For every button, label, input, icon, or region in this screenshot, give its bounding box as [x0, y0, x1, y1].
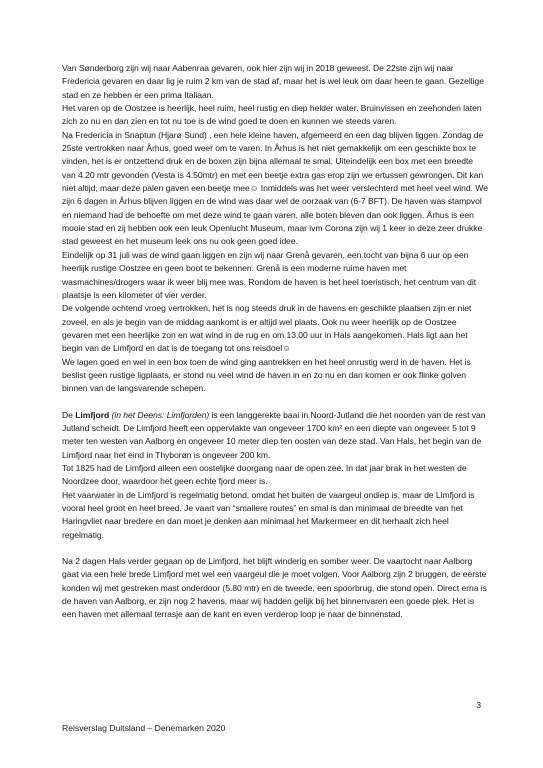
- paragraph: Tot 1825 had de Limfjord alleen een oostelijke doorgang naar de open zee. In dat jaar brak in het westen de Noordzee door, waardoor het geen echte fjord meer is.: [62, 462, 467, 487]
- paragraph: Eindelijk op 31 juli was de wind gaan liggen en zijn wij naar Grenå gevaren, een tocht van bijna 6 uur op een heerlijk rustige Oostzee en geen boot te bekennen. Grenå is een moderne ruime haven met wasmachines/drogers waar ik weer blij mee was. Rondom de haven is het heel toeristisch, het centrum van dit plaatsje is een kilometer of vier verder.: [62, 249, 477, 300]
- paragraph: Het varen op de Oostzee is heerlijk, heel ruim, heel rustig en diep helder water. Bruinvissen en zeehonden laten zich zo nu en dan zien en tot nu toe is de wind goed te doen en kunnen we steeds varen.: [62, 103, 482, 127]
- paragraph: De volgende ochtend vroeg vertrokken, het is nog steeds druk in de havens en geschikte plaatsen zijn er niet zoveel, en als je begin van de middag aankomt is er altijd wel plaats. Ook nu weer heerlijk op de Oostzee gevaren met een heerlijke zon en wat wind in de rug en om 13.00 uur in Hals aangekomen. Hals ligt aan het begin van de Limfjord en dat is de toegang tot ons reisdoel☺: [62, 303, 472, 354]
- page-number: 3: [476, 700, 481, 710]
- definition-prefix: De: [62, 409, 76, 420]
- paragraph: Na Fredericia in Snaptun (Hjarø Sund) , een hele kleine haven, afgemeerd en een dag blijven liggen. Zondag de 25ste vertrokken naar Århus, goed weer om te varen. In Århus is het niet gemakkelijk om een geschikte box te vinden, het is er ontzettend druk en de boxen zijn bijna allemaal te smal. Uiteindelijk een box met een breedte van 4.20 mtr gevonden (Vesta is 4.50mtr) en met een beetje extra gas erop zijn we ertussen gewrongen. Dit kan niet altijd, maar deze palen gaven een beetje mee☺ Inmiddels was het weer verslechterd met heel veel wind. We zijn 6 dagen in Århus blijven liggen en de wind was daar wel de oorzaak van (6-7 BFT). De haven was stampvol en niemand had de behoefte om met deze wind te gaan varen, alle boten bleven dan ook liggen. Århus is een mooie stad en zij hebben ook een leuk Openlucht Museum, maar ivm Corona zijn wij 1 keer in deze zeer drukke stad geweest en het museum leek ons nu ook geen goed idee.: [62, 129, 488, 247]
- footer-title: Reisverslag Duitsland – Denemarken 2020: [62, 723, 226, 733]
- definition-text: is een langgerekte baai in Noord-Jutland die het noorden van de rest van Jutland scheidt. De Limfjord heeft een oppervlakte van ongeveer 1700 km² en een diepte van ongeveer 5 tot 9 meter ten westen van Aalborg en ongeveer 10 meter diep ten oosten van deze stad. Van Hals, het begin van de Limfjord naar het eind in Thyborøn is ongeveer 200 km.: [62, 409, 486, 460]
- document-body: [62, 62, 488, 622]
- paragraph: Na 2 dagen Hals verder gegaan op de Limfjord, het blijft winderig en somber weer. De vaartocht naar Aalborg gaat via een hele brede Limfjord met wel een vaargeul die je moet volgen. Voor Aalborg zijn 2 bruggen, de eerste konden wij met gestreken mast onderdoor (5.80 mtr) en de tweede, een spoorbrug, die stond open. Direct erna is de haven van Aalborg, er zijn nog 2 havens, maar wij hadden gelijk bij het binnenvaren een goede plek. Het is een haven met allemaal terrasje aan de kant en even verderop loop je naar de binnenstad.: [62, 556, 487, 620]
- paragraph: Het vaarwater in de Limfjord is regelmatig betond, omdat het buiten de vaargeul ondiep is, maar de Limfjord is vooral heel groot en heel breed. Je vaart van “smallere routes” en smal is dan minimaal de breedte van het Haringvliet naar bredere en dan moet je denken aan minimaal het Markermeer en dit herhaalt zich heel regelmatig.: [62, 489, 475, 540]
- paragraph-spacer: [62, 542, 488, 555]
- definition-note: (in het Deens: Limfjorden): [109, 409, 210, 420]
- paragraph-spacer: [62, 396, 488, 409]
- paragraph: We lagen goed en wel in een box toen de wind ging aantrekken en het heel onrustig werd in de haven. Het is beslist geen rustige ligplaats, er stond nu veel wind de haven in en zo nu en dan komen er ook flinke golven binnen van de langsvarende schepen.: [62, 356, 471, 394]
- definition-term: Limfjord: [75, 409, 110, 420]
- limfjord-definition-paragraph: [62, 409, 488, 462]
- paragraph: Van Sønderborg zijn wij naar Aabenraa gevaren, ook hier zijn wij in 2018 geweest. De 22ste zijn wij naar Fredericia gevaren en daar lig je ruim 2 km van de stad af, maar het is wel leuk om daar heen te gaan. Gezellige stad en ze hebben er een prima Italiaan.: [62, 63, 484, 100]
